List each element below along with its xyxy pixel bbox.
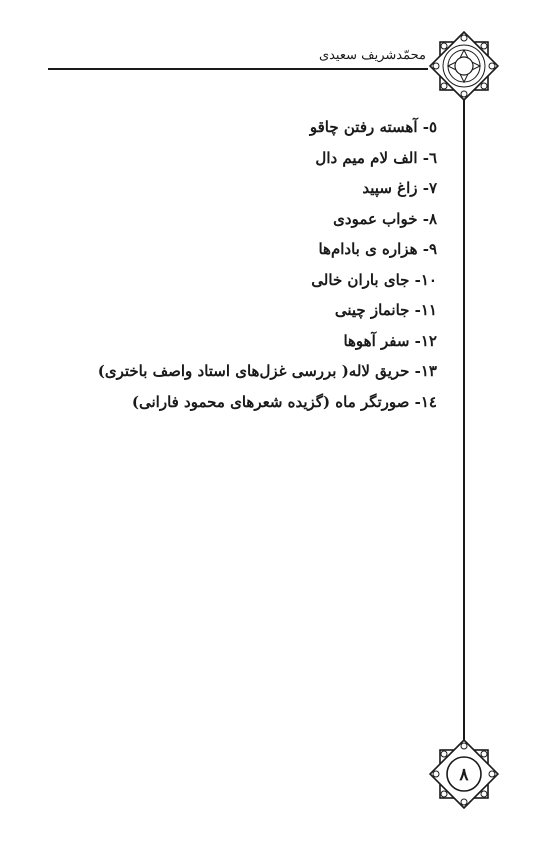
toc-item: ٥- آهسته رفتن چاقو [309, 118, 437, 136]
toc-item: ١٠- جای باران خالی [311, 270, 437, 289]
toc-item: ١٢- سفر آهوها [343, 331, 437, 350]
toc-item: ٨- خواب عمودی [333, 209, 437, 228]
toc-item: ١٣- حریق لاله( بررسی غزل‌های استاد واصف باختری) [97, 362, 437, 380]
toc-item: ١١- جانماز چینی [334, 301, 437, 319]
page-number: ٨ [459, 765, 469, 785]
header-rule [48, 68, 428, 70]
toc-item: ١٤- صورتگر ماه (گزیده شعرهای محمود فارانی) [131, 392, 437, 411]
toc-item: ٩- هزاره ی بادام‌ها [318, 240, 437, 258]
author-name: محمّدشریف سعیدی [318, 48, 426, 63]
table-of-contents [97, 112, 437, 417]
vertical-margin-rule [463, 96, 465, 744]
toc-item: ٦- الف لام میم دال [315, 148, 437, 167]
ornament-top-icon [428, 30, 500, 102]
toc-item: ٧- زاغ سپید [362, 179, 437, 197]
